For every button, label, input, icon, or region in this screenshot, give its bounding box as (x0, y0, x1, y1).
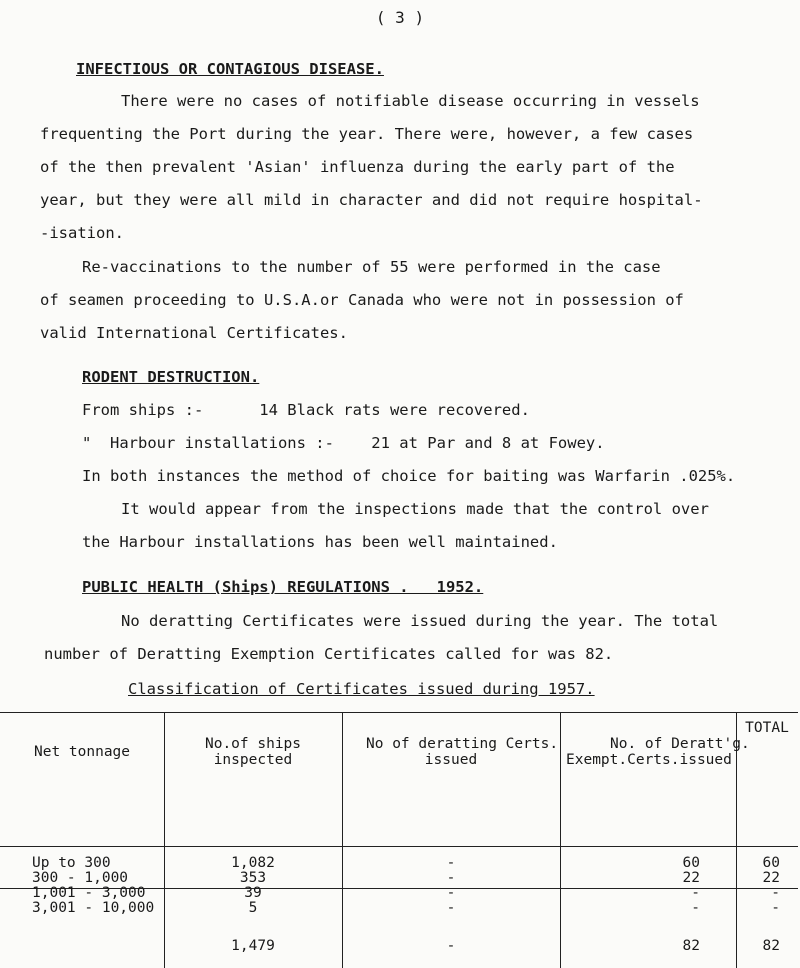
table-col-divider (560, 712, 561, 968)
column-net-tonnage (32, 856, 154, 916)
paragraph-line: -isation. (40, 224, 124, 242)
table-rule-top (0, 712, 798, 713)
column-exemption (560, 856, 700, 916)
paragraph-line: In both instances the method of choice for baiting was Warfarin .025%. (82, 467, 736, 485)
paragraph-line: number of Deratting Exemption Certificates called for was 82. (44, 645, 614, 663)
table-caption: Classification of Certificates issued during 1957. (128, 680, 595, 698)
total-total: 82 (762, 938, 780, 954)
header-exemption-certs: Exempt.Certs.issued (566, 752, 732, 768)
cell-exemption: 60 (682, 855, 700, 871)
cell-deratting: - (446, 870, 456, 886)
column-deratting (342, 856, 560, 916)
total-exemption: 82 (682, 938, 700, 954)
page-number: ( 3 ) (375, 8, 425, 27)
header-deratting-certs: issued (424, 752, 478, 768)
paragraph-line: Re-vaccinations to the number of 55 were performed in the case (82, 258, 661, 276)
header-ships-inspected: No.of ships (204, 736, 302, 752)
cell-tonnage: Up to 300 (32, 855, 111, 871)
paragraph-line: of seamen proceeding to U.S.A.or Canada who were not in possession of (40, 291, 684, 309)
section-heading-public-health: PUBLIC HEALTH (Ships) REGULATIONS . 1952. (82, 578, 484, 596)
paragraph-line: frequenting the Port during the year. There were, however, a few cases (40, 125, 694, 143)
table-rule-header (0, 846, 798, 847)
cell-tonnage: 3,001 - 10,000 (32, 900, 155, 916)
paragraph-line: the Harbour installations has been well maintained. (82, 533, 558, 551)
cell-total: - (771, 885, 780, 901)
header-total: TOTAL (745, 720, 789, 736)
cell-deratting: - (446, 885, 456, 901)
cell-inspected: 353 (239, 870, 267, 886)
cell-exemption: - (691, 900, 700, 916)
cell-deratting: - (446, 900, 456, 916)
cell-inspected: 39 (244, 885, 262, 901)
cell-inspected: 1,082 (231, 855, 275, 871)
paragraph-line: It would appear from the inspections made that the control over (121, 500, 709, 518)
header-ships-inspected: inspected (213, 752, 293, 768)
total-deratting: - (446, 938, 456, 954)
table-col-divider (342, 712, 343, 968)
certificates-table (0, 712, 798, 968)
cell-tonnage: 300 - 1,000 (32, 870, 129, 886)
column-total (736, 856, 780, 916)
header-net-tonnage: Net tonnage (33, 744, 131, 760)
column-inspected (164, 856, 342, 916)
cell-total: 22 (762, 870, 780, 886)
cell-total: 60 (762, 855, 780, 871)
paragraph-line: From ships :- 14 Black rats were recovered. (82, 401, 530, 419)
header-deratting-certs: No of deratting Certs. (366, 736, 559, 752)
section-heading-infectious: INFECTIOUS OR CONTAGIOUS DISEASE. (76, 60, 384, 78)
paragraph-line: " Harbour installations :- 21 at Par and 8 at Fowey. (82, 434, 605, 452)
section-heading-rodent: RODENT DESTRUCTION. (82, 368, 260, 386)
cell-exemption: - (691, 885, 700, 901)
cell-total: - (771, 900, 780, 916)
paragraph-line: year, but they were all mild in character and did not require hospital- (40, 191, 703, 209)
total-inspected: 1,479 (231, 938, 275, 954)
cell-inspected: 5 (248, 900, 258, 916)
cell-tonnage: 1,001 - 3,000 (32, 885, 146, 901)
cell-exemption: 22 (682, 870, 700, 886)
cell-deratting: - (446, 855, 456, 871)
header-exemption-certs: No. of Deratt'g. (610, 736, 750, 752)
paragraph-line: No deratting Certificates were issued during the year. The total (121, 612, 719, 630)
paragraph-line: valid International Certificates. (40, 324, 348, 342)
paragraph-line: There were no cases of notifiable disease occurring in vessels (121, 92, 700, 110)
paragraph-line: of the then prevalent 'Asian' influenza during the early part of the (40, 158, 675, 176)
